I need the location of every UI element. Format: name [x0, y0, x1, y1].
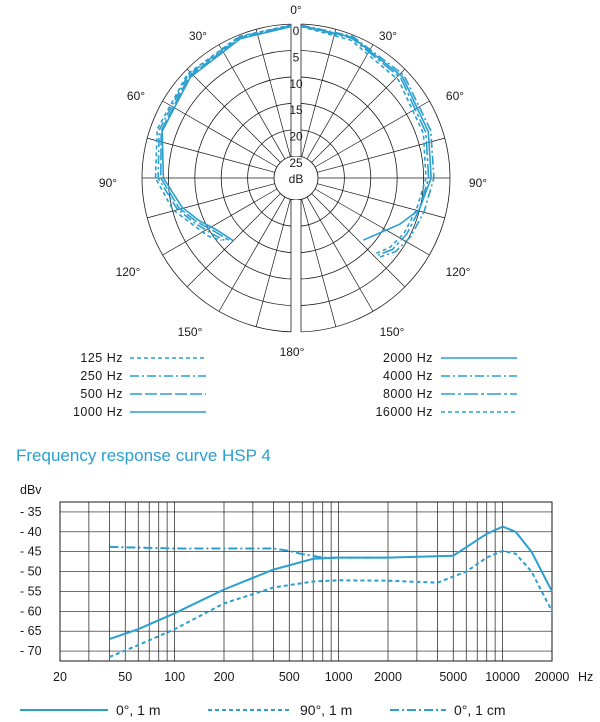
x-tick-label: 20 [53, 670, 67, 684]
polar-legend-label: 4000 Hz [382, 369, 433, 383]
y-tick-label: - 40 [20, 524, 42, 539]
x-tick-label: 10000 [485, 670, 521, 684]
polar-center-label: dB [288, 172, 304, 186]
polar-angle-label: 90° [468, 176, 488, 190]
x-tick-label: 200 [213, 670, 235, 684]
polar-ring-label: 20 [289, 129, 303, 144]
x-tick-label: 100 [164, 670, 186, 684]
x-tick-label: 1000 [324, 670, 353, 684]
polar-angle-label: 120° [115, 265, 141, 279]
polar-legend-label: 2000 Hz [382, 351, 433, 365]
polar-angle-label: 150° [177, 325, 203, 339]
polar-legend-label: 16000 Hz [375, 405, 433, 419]
y-tick-label: - 65 [20, 624, 42, 639]
legend-label: 0°, 1 cm [454, 702, 506, 718]
polar-legend-label: 125 Hz [80, 351, 123, 365]
chart-title: Frequency response curve HSP 4 [16, 446, 271, 465]
polar-legend-label: 1000 Hz [72, 405, 123, 419]
x-axis-unit: Hz [578, 670, 594, 684]
series-line-2 [109, 551, 552, 657]
y-axis-label: dBv [20, 483, 42, 497]
x-tick-label: 5000 [439, 670, 468, 684]
polar-angle-label: 30° [378, 29, 398, 43]
polar-angle-label: 150° [379, 325, 405, 339]
polar-angle-label: 90° [98, 176, 118, 190]
polar-angle-label: 60° [126, 89, 146, 103]
polar-legend-label: 250 Hz [80, 369, 123, 383]
legend-label: 90°, 1 m [300, 702, 353, 718]
x-tick-label: 20000 [534, 670, 570, 684]
polar-angle-label: 0° [290, 3, 302, 17]
polar-ring-label: 5 [292, 50, 300, 65]
polar-angle-label: 30° [188, 29, 208, 43]
polar-angle-label: 180° [279, 345, 305, 359]
polar-legend-label: 8000 Hz [382, 387, 433, 401]
series-line-1 [109, 527, 552, 640]
polar-ring-label: 15 [289, 103, 303, 118]
polar-legend-label: 500 Hz [80, 387, 123, 401]
polar-ring-label: 10 [289, 76, 303, 91]
series-line-3 [109, 547, 388, 558]
legend-label: 0°, 1 m [116, 702, 161, 718]
y-tick-label: - 35 [20, 504, 42, 519]
chart-legend [20, 702, 506, 718]
x-tick-label: 50 [118, 670, 133, 684]
x-tick-label: 500 [278, 670, 300, 684]
y-tick-label: - 50 [20, 564, 42, 579]
polar-angle-label: 120° [445, 265, 471, 279]
polar-ring-label: 0 [292, 24, 300, 38]
polar-ring-label: 25 [289, 156, 303, 170]
y-tick-label: - 60 [20, 604, 42, 619]
x-tick-label: 2000 [374, 670, 402, 684]
plot-frame [60, 502, 552, 661]
y-tick-label: - 45 [20, 544, 42, 559]
chart-series [109, 527, 552, 657]
chart-grid [60, 502, 552, 661]
polar-angle-label: 60° [445, 89, 465, 103]
y-tick-label: - 70 [20, 644, 42, 659]
y-tick-label: - 55 [20, 584, 42, 599]
